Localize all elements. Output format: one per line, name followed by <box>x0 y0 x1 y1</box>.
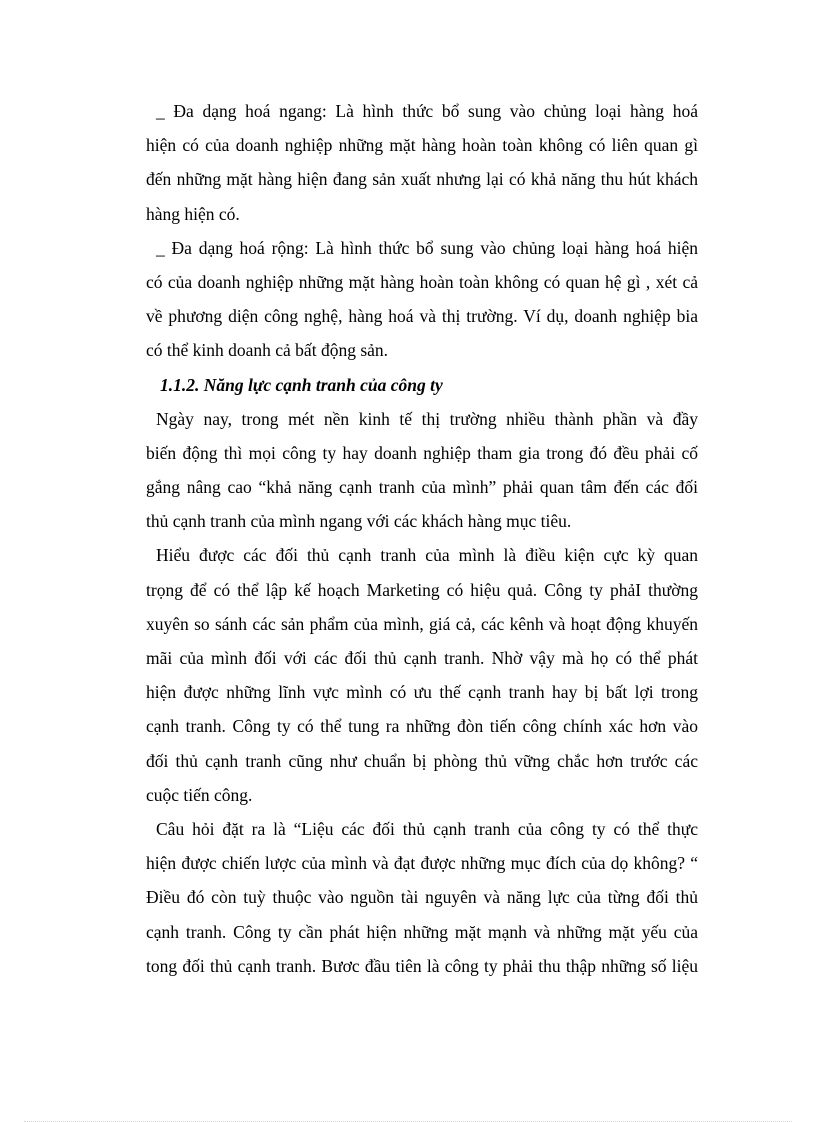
text-line: về phương diện công nghệ, hàng hoá và thị trường. Ví dụ, doanh nghiệp bia <box>146 306 698 327</box>
body-text <box>146 94 698 983</box>
text-line: Hiểu được các đối thủ cạnh tranh của mình là điều kiện cực kỳ quan <box>156 545 698 566</box>
page-bottom-border <box>24 1121 792 1122</box>
text-line: mãi của mình đối với các đối thủ cạnh tranh. Nhờ vậy mà họ có thể phát <box>146 648 698 668</box>
paragraph-competition-intro <box>146 402 698 539</box>
text-line: có của doanh nghiệp những mặt hàng hoàn toàn không có quan hệ gì , xét cả <box>146 271 698 292</box>
text-line: Ngày nay, trong mét nền kinh tế thị trường nhiều thành phần và đầy <box>156 408 698 429</box>
text-line: cuộc tiến công. <box>146 784 253 805</box>
text-line: gắng nâng cao “khả năng cạnh tranh của mình” phải quan tâm đến các đối <box>146 477 698 498</box>
text-line: xuyên so sánh các sản phẩm của mình, giá cả, các kênh và hoạt động khuyến <box>146 613 698 634</box>
text-line: thủ cạnh tranh của mình ngang với các khách hàng mục tiêu. <box>146 511 572 532</box>
text-line: hàng hiện có. <box>146 203 240 224</box>
text-line: đối thủ cạnh tranh cũng như chuẩn bị phòng thủ vững chắc hơn trước các <box>146 750 698 771</box>
text-line: _ Đa dạng hoá rộng: Là hình thức bổ sung vào chủng loại hàng hoá hiện <box>156 237 698 258</box>
paragraph-understanding-competitors <box>146 538 698 812</box>
text-line: tong đối thủ cạnh tranh. Bươc đầu tiên là công ty phải thu thập những số liệu <box>146 955 698 976</box>
text-line: Điều đó còn tuỳ thuộc vào nguồn tài nguyên và năng lực của từng đối thủ <box>146 887 698 908</box>
text-line: đến những mặt hàng hiện đang sản xuất nhưng lại có khả năng thu hút khách <box>146 169 698 190</box>
text-line: Câu hỏi đặt ra là “Liệu các đối thủ cạnh tranh của công ty có thể thực <box>156 818 698 839</box>
text-line: có thể kinh doanh cả bất động sản. <box>146 340 389 361</box>
text-line: cạnh tranh. Công ty có thể tung ra những đòn tiến công chính xác hơn vào <box>146 716 698 737</box>
text-line: _ Đa dạng hoá ngang: Là hình thức bổ sung vào chủng loại hàng hoá <box>156 101 698 121</box>
paragraph-horizontal-diversification <box>146 94 698 231</box>
text-line: trọng để có thể lập kế hoạch Marketing có hiệu quả. Công ty phảI thường <box>146 579 698 600</box>
text-line: hiện được chiến lược của mình và đạt được những mục đích của dọ không? “ <box>146 853 698 874</box>
text-line: hiện có của doanh nghiệp những mặt hàng hoàn toàn không có liên quan gì <box>146 135 698 156</box>
text-line: cạnh tranh. Công ty cần phát hiện những mặt mạnh và những mặt yếu của <box>146 921 698 942</box>
paragraph-broad-diversification <box>146 231 698 368</box>
text-line: hiện được những lĩnh vực mình có ưu thế cạnh tranh hay bị bất lợi trong <box>146 682 698 703</box>
paragraph-competitor-question <box>146 812 698 983</box>
text-line: biến động thì mọi công ty hay doanh nghiệp tham gia trong đó đều phải cố <box>146 442 698 463</box>
section-heading: 1.1.2. Năng lực cạnh tranh của công ty <box>160 374 443 395</box>
